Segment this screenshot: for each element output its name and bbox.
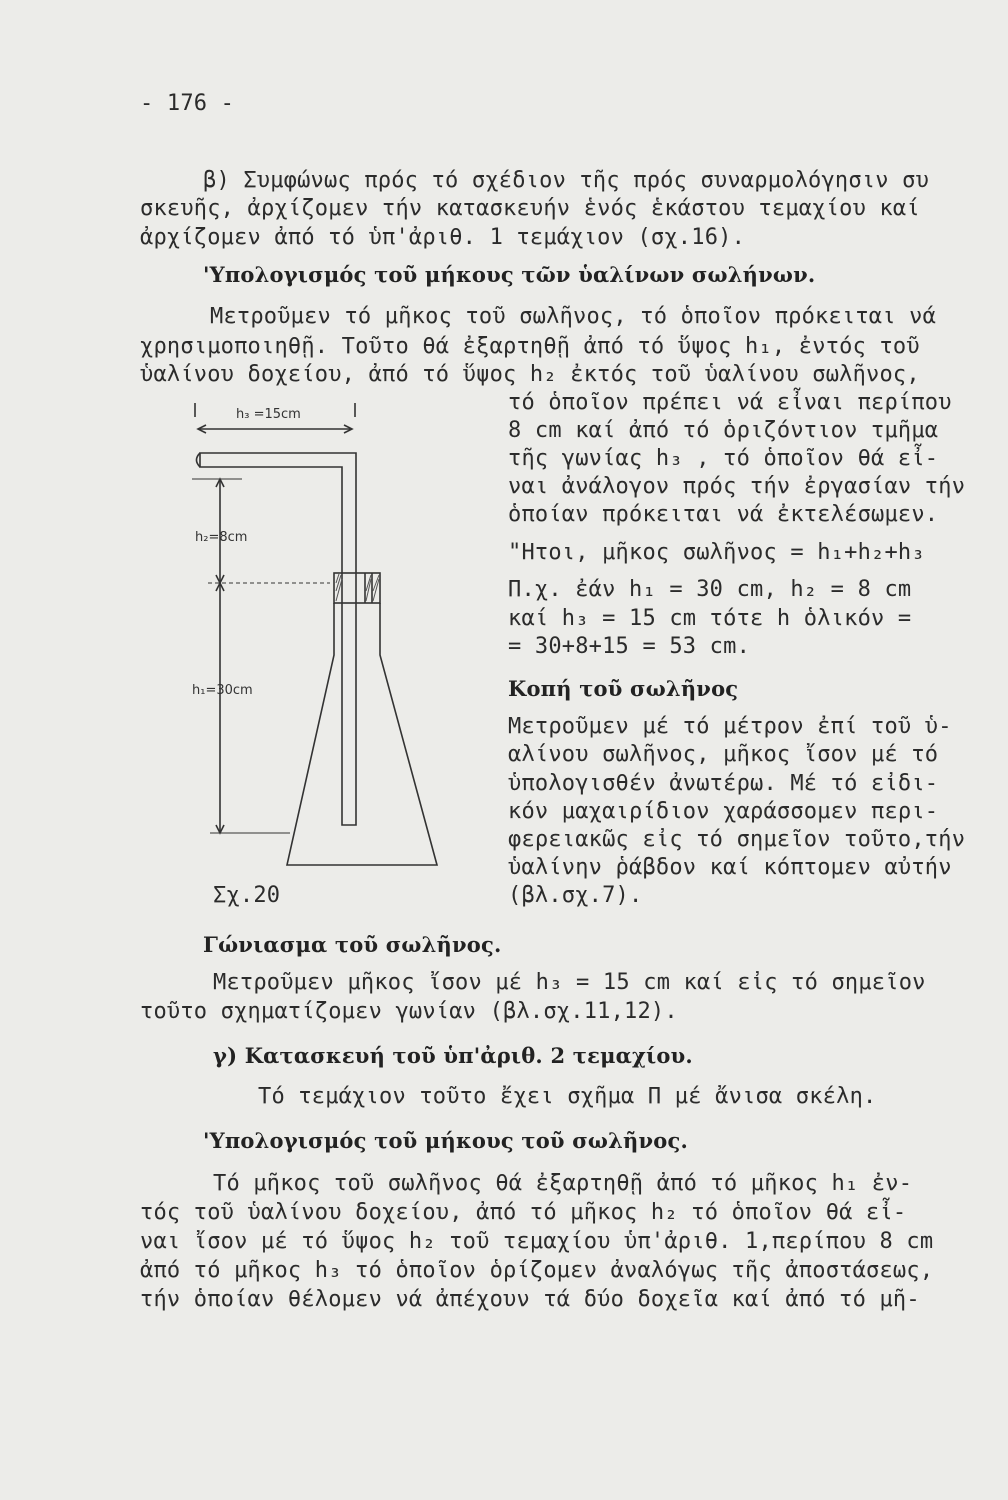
section-heading: 'Υπολογισμός τοῦ μήκους τοῦ σωλῆνος. (203, 1128, 688, 1153)
bent-tube (200, 453, 356, 825)
text-line: ὑπολογισθέν ἀνωτέρω. Μέ τό εἰδι- (508, 771, 939, 796)
section-heading: γ) Κατασκευή τοῦ ὑπ'ἀριθ. 2 τεμαχίου. (213, 1043, 693, 1068)
page-number: - 176 - (140, 91, 235, 116)
text-line: Μετροῦμεν τό μῆκος τοῦ σωλῆνος, τό ὁποῖον πρόκειται νά (210, 304, 937, 329)
text-line: κόν μαχαιρίδιον χαράσσομεν περι- (508, 799, 939, 824)
text-line: σκευῆς, ἀρχίζομεν τήν κατασκευήν ἑνός ἑκάστου τεμαχίου καί (140, 196, 920, 221)
section-heading: Γώνιασμα τοῦ σωλῆνος. (203, 932, 502, 957)
text-line: τῆς γωνίας h₃ , τό ὁποῖον θά εἶ- (508, 446, 939, 471)
text-line: τό ὁποῖον πρέπει νά εἶναι περίπου (508, 390, 952, 415)
text-line: Μετροῦμεν μέ τό μέτρον ἐπί τοῦ ὑ- (508, 714, 952, 739)
label-h1: h₁=30cm (192, 683, 253, 698)
text-line: ὑαλίνην ῥάβδον καί κόπτομεν αὐτήν (508, 855, 952, 880)
text-line: φερειακῶς εἰς τό σημεῖον τοῦτο,τήν (508, 827, 966, 852)
text-line: ὑαλίνου δοχείου, ἀπό τό ὕψος h₂ ἐκτός τοῦ ὑαλίνου σωλῆνος, (140, 362, 920, 387)
text-line: τήν ὁποίαν θέλομεν νά ἀπέχουν τά δύο δοχεῖα καί ἀπό τό μῆ- (140, 1287, 920, 1312)
label-h3: h₃ =15cm (236, 407, 301, 422)
text-line: ναι ἀνάλογον πρός τήν ἐργασίαν τήν (508, 474, 966, 499)
text-line: "Ητοι, μῆκος σωλῆνος = h₁+h₂+h₃ (508, 540, 925, 565)
text-line: καί h₃ = 15 cm τότε h ὁλικόν = (508, 606, 912, 631)
figure-20 (190, 395, 490, 895)
text-line: Τό τεμάχιον τοῦτο ἔχει σχῆμα Π μέ ἄνισα σκέλη. (258, 1084, 877, 1109)
text-line: Π.χ. ἐάν h₁ = 30 cm, h₂ = 8 cm (508, 577, 912, 602)
text-line: β) Συμφώνως πρός τό σχέδιον τῆς πρός συναρμολόγησιν συ (203, 168, 930, 193)
text-line: ἀπό τό μῆκος h₃ τό ὁποῖον ὁρίζομεν ἀναλόγως τῆς ἀποστάσεως, (140, 1258, 934, 1283)
flask (287, 603, 437, 865)
text-line: Μετροῦμεν μῆκος ἴσον μέ h₃ = 15 cm καί εἰς τό σημεῖον (213, 970, 926, 995)
text-line: ναι ἴσον μέ τό ὕψος h₂ τοῦ τεμαχίου ὑπ'ἀριθ. 1,περίπου 8 cm (140, 1229, 934, 1254)
section-heading: Κοπή τοῦ σωλῆνος (508, 676, 739, 701)
apparatus-diagram (190, 395, 490, 895)
section-heading: 'Υπολογισμός τοῦ μήκους τῶν ὑαλίνων σωλήνων. (203, 262, 816, 287)
text-line: Τό μῆκος τοῦ σωλῆνος θά ἐξαρτηθῇ ἀπό τό μῆκος h₁ ἐν- (213, 1171, 913, 1196)
text-line: τός τοῦ ὑαλίνου δοχείου, ἀπό τό μῆκος h₂ τό ὁποῖον θά εἶ- (140, 1200, 907, 1225)
text-line: τοῦτο σχηματίζομεν γωνίαν (βλ.σχ.11,12). (140, 999, 678, 1024)
text-line: 8 cm καί ἀπό τό ὁριζόντιον τμῆμα (508, 418, 939, 443)
text-line: (βλ.σχ.7). (508, 883, 643, 908)
text-line: αλίνου σωλῆνος, μῆκος ἴσον μέ τό (508, 742, 939, 767)
stopper (334, 573, 380, 603)
text-line: χρησιμοποιηθῇ. Τοῦτο θά ἐξαρτηθῇ ἀπό τό ὕψος h₁, ἐντός τοῦ (140, 334, 920, 359)
figure-caption: Σχ.20 (213, 883, 281, 908)
text-line: = 30+8+15 = 53 cm. (508, 634, 751, 659)
text-line: ἀρχίζομεν ἀπό τό ὑπ'ἀριθ. 1 τεμάχιον (σχ.16). (140, 225, 746, 250)
label-h2: h₂=8cm (195, 530, 248, 545)
text-line: ὁποίαν πρόκειται νά ἐκτελέσωμεν. (508, 502, 939, 527)
